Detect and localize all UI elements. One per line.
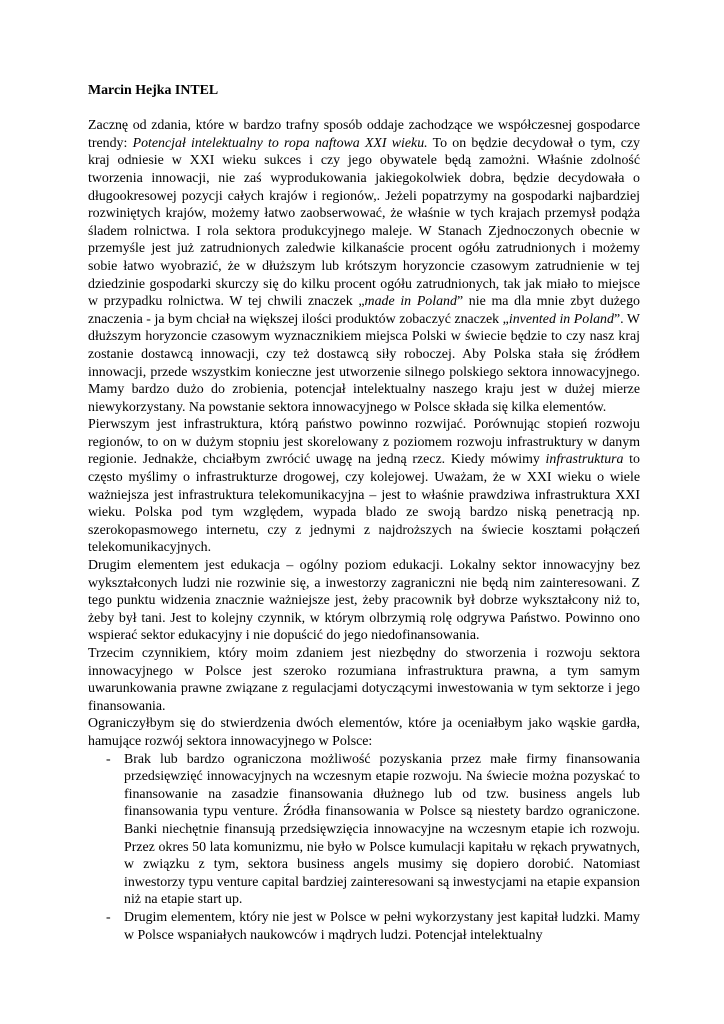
list-item — [88, 909, 640, 944]
text-span: ”. W dłuższym horyzoncie czasowym wyznacznikiem miejsca Polski w świecie będzie to czy nasz kraj zostanie dostawcą innowacji, czy też dostawcą siły roboczej. Aby Polska stała się źródłem innowacji, przede wszystkim konieczne jest utworzenie silnego polskiego sektora innowacyjnego. Mamy bardzo dużo do zrobienia, potencjał intelektualny naszego kraju jest w dużej mierze niewykorzystany. Na powstanie sektora innowacyjnego w Polsce składa się kilka elementów. — [88, 311, 640, 415]
bullet-dash: - — [106, 751, 111, 767]
invented-in-poland-emphasis: invented in Poland — [508, 311, 614, 327]
paragraph-infrastructure — [88, 416, 640, 557]
quote-emphasis: Potencjał intelektualny to ropa naftowa XXI wieku. — [132, 135, 428, 151]
paragraph-education: Drugim elementem jest edukacja – ogólny poziom edukacji. Lokalny sektor innowacyjny bez wykształconych ludzi nie rozwinie się, a inwestorzy zagraniczni nie będą nim zainteresowani. Z tego punktu widzenia znacznie ważniejsze jest, żeby pracownik był dobrze wykształcony niż to, żeby był tani. Jest to kolejny czynnik, w którym olbrzymią rolę odgrywa Państwo. Powinno ono wspierać sektor edukacyjny i nie dopuścić do jego niedofinansowania. — [88, 558, 640, 644]
paragraph-bottlenecks: Ograniczyłbym się do stwierdzenia dwóch elementów, które ja oceniałbym jako wąskie gardła, hamujące rozwój sektora innowacyjnego w Polsce: — [88, 716, 640, 749]
paragraph-intro — [88, 117, 640, 416]
text-span: Zacznę od zdania, które w bardzo trafny sposób oddaje zachodzące we współczesnej gospodarce trendy: — [88, 118, 640, 151]
paragraph-legal: Trzecim czynnikiem, który moim zdaniem jest niezbędny do stworzenia i rozwoju sektora innowacyjnego w Polsce jest szeroko rozumiana infrastruktura prawna, a tym samym uwarunkowania prawne związane z regulacjami dotyczącymi inwestowania w tym sektorze i jego finansowania. — [88, 646, 640, 714]
bullet-dash: - — [106, 909, 111, 925]
document-page — [88, 82, 640, 944]
document-title: Marcin Hejka INTEL — [88, 83, 219, 98]
text-span: ” nie ma dla mnie zbyt dużego znaczenia - ja bym chciał na większej ilości produktów zobaczyć znaczek „ — [88, 294, 640, 327]
text-span: To on będzie decydował o tym, czy kraj odniesie w XXI wieku sukces i czy jego obywatele będą zamożni. Właśnie zdolność tworzenia innowacji, nie zaś wyprodukowania jakiegokolwiek dobra, będzie decydowała o długookresowej pozycji całych krajów i regionów,. Jeżeli popatrzymy na gospodarki najbardziej rozwiniętych krajów, możemy łatwo zaobserwować, że właśnie w tych krajach przemysł podąża śladem rolnictwa. I rola sektora produkcyjnego maleje. W Stanach Zjednoczonych obecnie w przemyśle jest już zatrudnionych zaledwie kilkanaście procent ogółu zatrudnionych i możemy sobie łatwo wyobrazić, że w dłuższym lub krótszym horyzoncie czasowym zatrudnienie w tej dziedzinie gospodarki skurczy się do kilku procent ogółu zatrudnionych, tak jak miało to miejsce w przypadku rolnictwa. W tej chwili znaczek „ — [88, 135, 640, 310]
list-item-text: Drugim elementem, który nie jest w Polsce w pełni wykorzystany jest kapitał ludzki. Mamy w Polsce wspaniałych naukowców i mądrych ludzi. Potencjał intelektualny — [124, 909, 640, 943]
text-span: Pierwszym jest infrastruktura, którą państwo powinno rozwijać. Porównując stopień rozwoju regionów, to on w dużym stopniu jest skorelowany z poziomem rozwoju infrastruktury w danym regionie. Jednakże, chciałbym zwrócić uwagę na jedną rzecz. Kiedy mówimy — [88, 417, 640, 468]
bottleneck-list — [88, 751, 640, 945]
list-item — [88, 751, 640, 909]
text-span: to często myślimy o infrastrukturze drogowej, czy kolejowej. Uważam, że w XXI wieku o wiele ważniejsza jest infrastruktura telekomunikacyjna – jest to właśnie prawdziwa infrastruktura XXI wieku. Polska pod tym względem, wypada blado ze swoją bardzo niską penetracją np. szerokopasmowego internetu, czy z jednymi z najdroższych na świecie kosztami połączeń telekomunikacyjnych. — [88, 452, 640, 556]
list-item-text: Brak lub bardzo ograniczona możliwość pozyskania przez małe firmy finansowania przedsięwzięć innowacyjnych na wczesnym etapie rozwoju. Na świecie można pozyskać to finansowanie na zasadzie finansowania dłużnego lub od tzw. business angels lub finansowania typu venture. Źródła finansowania w Polsce są niestety bardzo ograniczone. Banki niechętnie finansują przedsięwzięcia innowacyjne na wczesnym etapie ich rozwoju. Przez okres 50 lata komunizmu, nie było w Polsce kumulacji kapitału w rękach prywatnych, w związku z tym, sektora business angels musimy się dopiero dorobić. Natomiast inwestorzy typu venture capital bardziej zainteresowani są inwestycjami na etapie expansion niż na etapie start up. — [124, 751, 640, 908]
infrastructure-emphasis: infrastruktura — [545, 452, 624, 468]
made-in-poland-emphasis: made in Poland — [364, 294, 457, 310]
